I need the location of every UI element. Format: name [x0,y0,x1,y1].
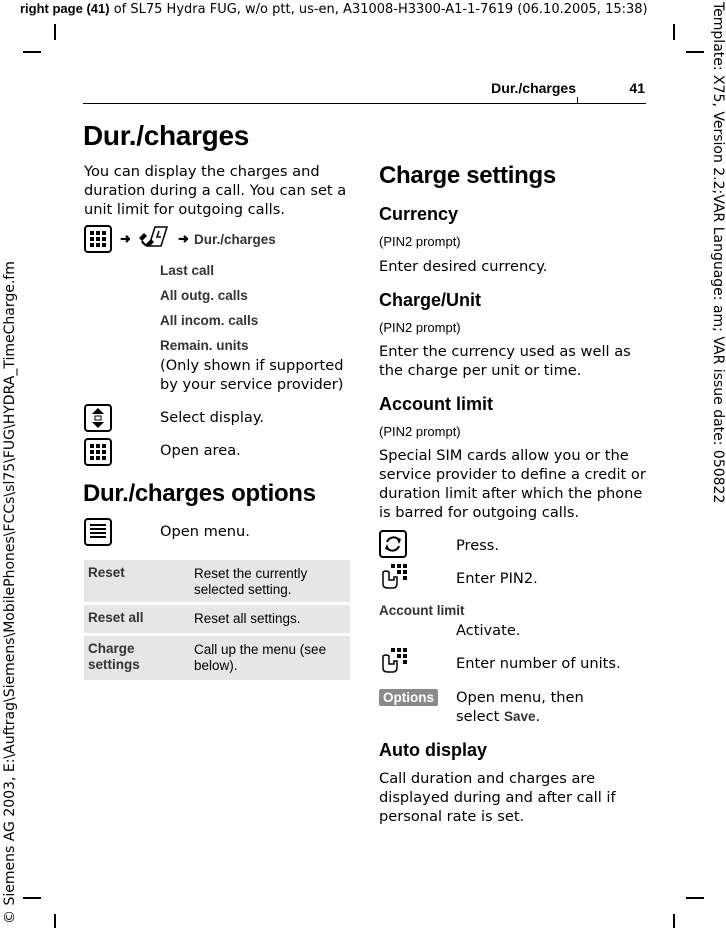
enter-pin2-text: Enter PIN2. [456,570,538,587]
page-title: Dur./charges [83,120,250,151]
table-row [84,605,350,633]
navigation-key-icon [84,404,110,430]
keypad-hand-icon [379,646,411,672]
charge-unit-heading: Charge/Unit [379,290,482,310]
open-menu-text: Open menu. [160,523,250,540]
template-side-text: Template: X75, Version 2.2;VAR Language: am; VAR issue date: 050822 [710,2,726,504]
press-text: Press. [456,537,500,554]
option-description: Reset all settings. [194,611,301,626]
table-row [84,560,350,602]
account-limit-pin-prompt: (PIN2 prompt) [379,424,461,439]
header-rule [83,103,646,104]
options-table [84,560,350,683]
keypad-hand-icon [379,562,411,588]
charge-unit-text: Enter the currency used as well as the charge per unit or time. [379,343,631,379]
menu-item-all-outg-calls: All outg. calls [160,288,248,303]
option-description: Reset the currently selected setting. [194,566,308,597]
crop-mark [686,897,704,899]
refresh-key-icon [379,530,405,556]
open-menu-select-text: Open menu, then select Save. [456,689,584,725]
remain-units-note: (Only shown if supported by your service provider) [160,357,344,393]
account-limit-label: Account limit [379,603,465,618]
option-name: Charge settings [88,641,140,672]
options-softkey-wrap [379,687,438,706]
crop-mark [673,24,675,40]
option-name: Reset [88,565,125,580]
page-number: 41 [629,80,645,96]
menu-grid-icon [84,438,110,464]
crop-mark [23,897,41,899]
crop-mark [54,914,56,928]
nav-arrow: ➜ [178,231,189,246]
options-heading: Dur./charges options [83,480,316,507]
enter-units-text: Enter number of units. [456,655,621,672]
copyright-side-text: © Siemens AG 2003, E:\Auftrag\Siemens\MobilePhones\FCCs\sl75\FUG\HYDRA_TimeCharge.fm [2,261,18,924]
running-header-title: Dur./charges [491,80,576,96]
charge-unit-pin-prompt: (PIN2 prompt) [379,320,461,335]
account-limit-text: Special SIM cards allow you or the service provider to define a credit or duration limit after which the phone is barred for outgoing calls. [379,447,646,521]
auto-display-text: Call duration and charges are displayed during and after call if personal rate is set. [379,770,616,825]
open-area-text: Open area. [160,442,241,459]
option-name: Reset all [88,610,144,625]
save-option-label: Save [504,709,536,724]
crop-mark [673,914,675,928]
currency-heading: Currency [379,204,459,224]
header-rule-tick [577,97,578,104]
crop-mark [23,51,41,53]
options-softkey: Options [379,689,438,706]
currency-pin-prompt: (PIN2 prompt) [379,234,461,249]
option-description: Call up the menu (see below). [194,642,327,673]
account-limit-heading: Account limit [379,394,494,414]
nav-arrow: ➜ [120,231,131,246]
select-display-text: Select display. [160,409,265,426]
menu-item-last-call: Last call [160,263,215,278]
print-metadata: right page (41) of SL75 Hydra FUG, w/o ptt, us-en, A31008-H3300-A1-1-7619 (06.10.2005, 15:38) [20,1,648,17]
auto-display-heading: Auto display [379,740,488,760]
crop-mark [54,24,56,40]
menu-grid-icon [84,225,110,251]
table-row [84,636,350,680]
menu-item-remain-units: Remain. units [160,338,249,353]
crop-mark [686,51,704,53]
clock-phone-icon [137,224,169,250]
activate-text: Activate. [456,622,521,639]
nav-target: Dur./charges [194,232,276,247]
currency-text: Enter desired currency. [379,258,548,275]
menu-list-icon [84,518,110,544]
menu-item-all-incom-calls: All incom. calls [160,313,259,328]
intro-text: You can display the charges and duration during a call. You can set a unit limit for outgoing calls. [84,163,347,218]
charge-settings-heading: Charge settings [379,162,556,189]
